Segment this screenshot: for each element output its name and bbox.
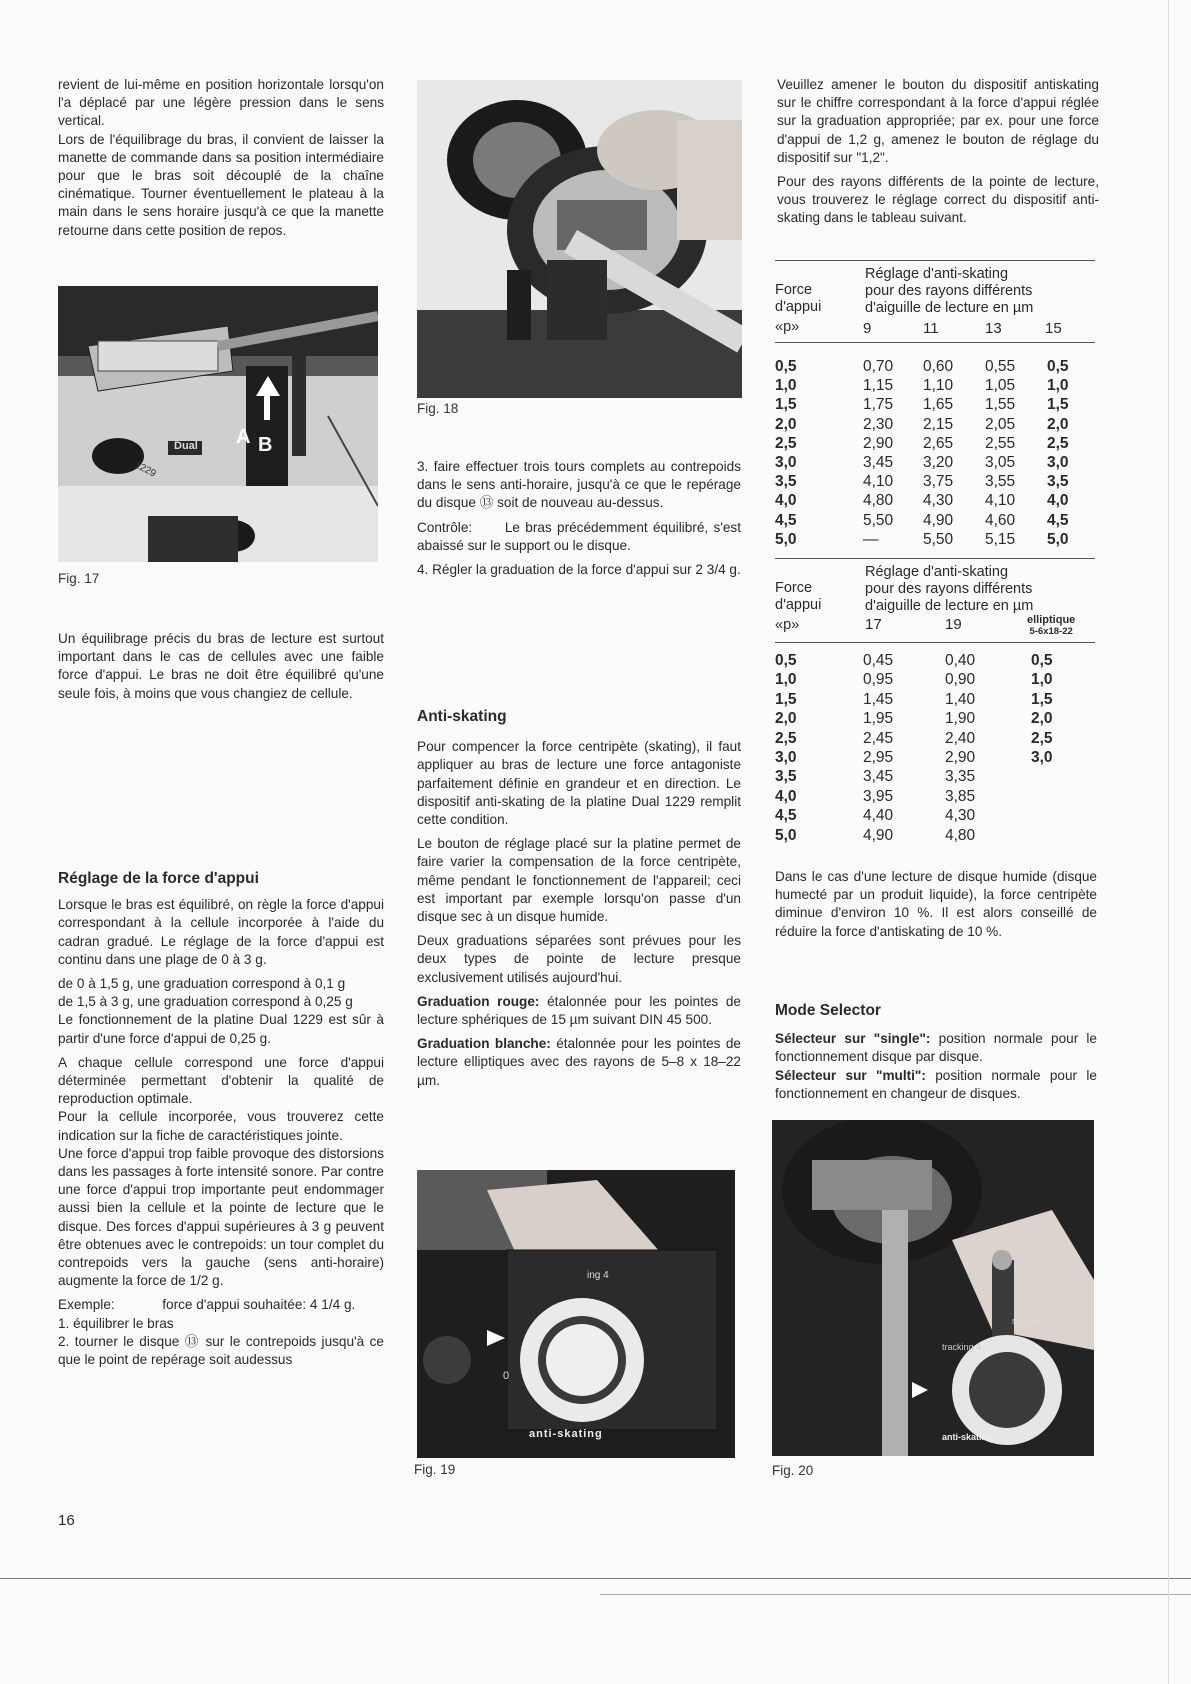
column-2-antiskating — [417, 708, 741, 1096]
table1-force-label-2: d'appui — [775, 299, 822, 315]
table1-force-label-1: Force — [775, 282, 813, 298]
col3-paragraph-1: Veuillez amener le bouton du dispositif antiskating sur le chiffre correspondant à la force d'appui réglée sur la graduation appropriée; par ex. pour une force d'appui de 1,2 g, amenez le bouton de réglage du dispositif sur "1,2". — [777, 77, 1099, 165]
table1-value-cell: 1,5 — [1047, 396, 1069, 414]
table1-value-cell: 0,55 — [985, 358, 1016, 375]
table1-value-cell: 4,30 — [923, 492, 954, 510]
antiskating-table-1 — [775, 258, 1095, 548]
table2-value-cell: 3,85 — [945, 787, 976, 805]
table1-force-label — [775, 282, 821, 336]
table1-value-cell: 1,15 — [863, 377, 894, 395]
table1-row — [775, 416, 1095, 435]
table2-value-cell: 0,95 — [863, 671, 894, 689]
table2-row — [775, 807, 1095, 826]
table1-value-cell: 0,60 — [923, 358, 954, 375]
table2-ell-label: elliptique — [1027, 614, 1076, 626]
table2-row — [775, 788, 1095, 807]
antiskating-paragraph-2: Le bouton de réglage placé sur la platine permet de faire varier la compensation de la force centripète, même pendant le fonctionnement de l'appareil; ceci est important par exemple lorsqu'on passe d'un disque sec à un disque humide. — [417, 836, 741, 925]
table1-value-cell: 2,65 — [923, 434, 954, 452]
table1-force-cell: 5,0 — [775, 530, 797, 548]
column-1 — [58, 76, 384, 246]
table2-value-cell: 4,80 — [945, 826, 976, 844]
table2-value-cell: 1,5 — [1031, 690, 1053, 708]
table1-force-cell: 3,5 — [775, 473, 797, 491]
table2-value-cell: 2,40 — [945, 729, 976, 747]
page-bottom-rule-2 — [600, 1594, 1191, 1595]
table1-value-cell: 2,15 — [923, 415, 954, 433]
balance-paragraph: Un équilibrage précis du bras de lecture est surtout important dans le cas de cellules avec une faible force d'appui. Le bras ne doit être équilibré qu'une seule fois, à moins que vous changiez de cellule. — [58, 631, 384, 701]
table1-force-cell: 1,5 — [775, 396, 797, 414]
column-1-force — [58, 870, 384, 1369]
fig20-photo — [772, 1120, 1094, 1456]
fig19-zero-label: 0 — [503, 1370, 510, 1382]
table1-value-cell: 2,05 — [985, 415, 1016, 433]
antiskating-table-2 — [775, 562, 1095, 852]
column-3-text — [775, 868, 1097, 947]
table2-value-cell: 3,0 — [1031, 749, 1053, 766]
table1-header-rule — [775, 342, 1095, 343]
force-paragraph-4: Le fonctionnement de la platine Dual 1229 est sûr à partir d'une force d'appui de 0,25 g. — [58, 1012, 384, 1046]
table2-value-cell: 0,90 — [945, 671, 976, 689]
table2-header-1: Réglage d'anti-skating — [865, 564, 1009, 580]
single-line — [775, 1030, 1097, 1066]
table1-value-cell: 1,05 — [985, 377, 1016, 395]
table2-value-cell: 4,40 — [863, 807, 894, 825]
table1-value-cell: 3,5 — [1047, 473, 1069, 491]
table1-row — [775, 396, 1095, 415]
rouge-label: Graduation rouge: — [417, 993, 540, 1009]
table2-header — [865, 564, 1033, 615]
table2-row — [775, 652, 1095, 671]
table2-value-cell: 4,30 — [945, 807, 976, 825]
table2-ell-sizes: 5-6x18-22 — [1029, 626, 1073, 637]
fig19-photo — [417, 1170, 735, 1458]
table2-value-cell: 1,45 — [863, 690, 894, 708]
table1-row — [775, 531, 1095, 550]
table1-force-cell: 2,0 — [775, 415, 797, 433]
table1-value-cell: 2,30 — [863, 415, 894, 433]
table2-row — [775, 691, 1095, 710]
column-3-mode — [775, 1002, 1097, 1103]
fig19-caption: Fig. 19 — [414, 1462, 456, 1477]
antiskating-heading: Anti-skating — [417, 708, 507, 725]
table2-force-cell: 5,0 — [775, 826, 797, 844]
table1-row — [775, 512, 1095, 531]
control-line — [417, 519, 741, 555]
table2-force-cell: 1,5 — [775, 690, 797, 708]
single-label: Sélecteur sur "single": — [775, 1031, 931, 1047]
fig17-label-a: A — [236, 426, 251, 448]
table2-value-cell: 4,90 — [863, 826, 894, 844]
table1-value-cell: 3,20 — [923, 454, 954, 471]
fig18-caption: Fig. 18 — [417, 401, 459, 416]
table1-row — [775, 454, 1095, 473]
table1-value-cell: 4,0 — [1047, 492, 1069, 510]
table1-header — [865, 266, 1033, 317]
table2-row — [775, 710, 1095, 729]
fig20-knob-label: anti-skating — [942, 1432, 993, 1442]
fig20-tracking-label: tracking 4 — [942, 1342, 982, 1352]
table2-force-label — [775, 580, 821, 634]
table1-force-cell: 4,0 — [775, 492, 797, 510]
force-paragraph-7: Une force d'appui trop faible provoque des distorsions dans les passages à forte intensité sonore. Par contre une force d'appui trop importante peut endommager aussi bien la cellule et la pointe de lecture que le disque. Des forces d'appui supérieures à 3 g peuvent être obtenues avec le contrepoids: un tour complet du contrepoids vers la gauche (sens anti-horaire) augmente la force de 1/2 g. — [58, 1145, 384, 1289]
column-3-intro — [777, 76, 1099, 234]
table1-force-cell: 1,0 — [775, 377, 797, 395]
step-1: 1. équilibrer le bras — [58, 1315, 174, 1331]
table1-force-cell: 2,5 — [775, 434, 797, 452]
example-line — [58, 1296, 384, 1314]
table1-value-cell: 5,50 — [923, 530, 954, 548]
table1-col-15: 15 — [1045, 320, 1062, 337]
control-label: Contrôle: — [417, 519, 473, 535]
single-text: position normale pour le fonctionnement disque par disque. — [775, 1031, 1097, 1065]
table2-row — [775, 671, 1095, 690]
multi-text: position normale pour le fonctionnement en changeur de disques. — [775, 1067, 1097, 1101]
table1-value-cell: 3,55 — [985, 473, 1016, 491]
table1-value-cell: 5,15 — [985, 530, 1016, 548]
force-paragraph-2: de 0 à 1,5 g, une graduation correspond à 0,1 g — [58, 976, 346, 992]
table2-force-cell: 0,5 — [775, 652, 797, 669]
table1-value-cell: 4,10 — [863, 473, 894, 491]
fig20-single-label: single — [1012, 1316, 1042, 1326]
mode-selector-heading: Mode Selector — [775, 1002, 881, 1019]
table2-force-label-2: d'appui — [775, 597, 822, 613]
table2-force-cell: 3,5 — [775, 768, 797, 786]
fig19-knob-label: anti-skating — [529, 1428, 603, 1440]
fig17-label-num: 1229 — [132, 459, 158, 480]
table1-value-cell: 3,0 — [1047, 454, 1069, 471]
table1-value-cell: 1,55 — [985, 396, 1016, 414]
table2-row — [775, 827, 1095, 846]
table2-value-cell: 1,95 — [863, 710, 894, 728]
fig17-label-brand: Dual — [174, 440, 198, 452]
antiskating-paragraph-3: Deux graduations séparées sont prévues pour les deux types de pointe de lecture presque exclusivement utilisés aujourd'hui. — [417, 933, 741, 985]
fig18-photo — [417, 80, 742, 398]
graduation-rouge — [417, 993, 741, 1029]
column-2-text — [417, 458, 741, 585]
table1-row — [775, 435, 1095, 454]
table1-row — [775, 492, 1095, 511]
graduation-blanche — [417, 1035, 741, 1090]
fig17-caption: Fig. 17 — [58, 571, 100, 586]
table1-header-2: pour des rayons différents — [865, 283, 1033, 299]
force-paragraph-5: A chaque cellule correspond une force d'appui déterminée permettant d'obtenir la qualité de reproduction optimale. — [58, 1054, 384, 1107]
step-2: 2. tourner le disque ⑬ sur le contrepoids jusqu'à ce que le point de repérage soit audessus — [58, 1333, 384, 1368]
table2-force-cell: 4,5 — [775, 807, 797, 825]
multi-label: Sélecteur sur "multi": — [775, 1067, 926, 1083]
table1-col-13: 13 — [985, 320, 1002, 337]
blanche-text: étalonnée pour les pointes de lecture elliptiques avec des rayons de 5–8 x 18–22 µm. — [417, 1036, 741, 1088]
table2-header-rule — [775, 642, 1095, 643]
col3-paragraph-3: Dans le cas d'une lecture de disque humide (disque humecté par un produit liquide), la force centripète diminue d'environ 10 %. Il est alors conseillé de réduire la force d'antiskating de 10 %. — [775, 869, 1097, 939]
fig17-photo — [58, 286, 378, 562]
table1-value-cell: 3,75 — [923, 473, 954, 491]
intro-paragraph-2: Lors de l'équilibrage du bras, il convient de laisser la manette de commande dans sa position intermédiaire pour que le bras soit découplé de la chaîne cinématique. Tourner éventuellement le plateau à la main dans le sens horaire jusqu'à ce que la manette retourne dans cette position de repos. — [58, 131, 384, 238]
force-paragraph-6: Pour la cellule incorporée, vous trouverez cette indication sur la fiche de caractéristiques jointe. — [58, 1109, 384, 1143]
table2-value-cell: 2,95 — [863, 749, 894, 766]
table2-force-cell: 2,5 — [775, 729, 797, 747]
table1-value-cell: 4,90 — [923, 511, 954, 529]
table1-top-rule — [775, 260, 1095, 261]
table2-force-cell: 3,0 — [775, 749, 797, 766]
table2-value-cell: 1,90 — [945, 710, 976, 728]
table2-value-cell: 1,40 — [945, 690, 976, 708]
table1-row — [775, 473, 1095, 492]
table2-row — [775, 730, 1095, 749]
table1-force-cell: 4,5 — [775, 511, 797, 529]
force-paragraph-3: de 1,5 à 3 g, une graduation correspond à 0,25 g — [58, 994, 353, 1010]
page-bottom-rule — [0, 1578, 1191, 1579]
table2-row — [775, 768, 1095, 787]
col3-paragraph-2: Pour des rayons différents de la pointe de lecture, vous trouverez le réglage correct du dispositif anti-skating dans le tableau suivant. — [777, 174, 1099, 226]
fig20-caption: Fig. 20 — [772, 1463, 814, 1478]
table1-header-3: d'aiguille de lecture en µm — [865, 300, 1034, 316]
table1-value-cell: 1,75 — [863, 396, 894, 414]
fig19-scale-label: ing 4 — [587, 1270, 609, 1281]
table2-col-elliptique — [1027, 614, 1075, 638]
table2-value-cell: 2,45 — [863, 729, 894, 747]
table1-value-cell: 3,05 — [985, 454, 1016, 471]
control-text: Le bras précédemment équilibré, s'est abaissé sur le support ou le disque. — [417, 519, 742, 553]
table2-value-cell: 2,5 — [1031, 729, 1053, 747]
table1-value-cell: 1,0 — [1047, 377, 1069, 395]
table2-force-cell: 2,0 — [775, 710, 797, 728]
table1-value-cell: 1,65 — [923, 396, 954, 414]
table2-value-cell: 2,90 — [945, 749, 976, 766]
table2-value-cell: 3,45 — [863, 768, 894, 786]
table2-value-cell: 2,0 — [1031, 710, 1053, 728]
table1-value-cell: 4,10 — [985, 492, 1016, 510]
table2-header-2: pour des rayons différents — [865, 581, 1033, 597]
table1-value-cell: 3,45 — [863, 454, 894, 471]
table1-value-cell: — — [863, 530, 879, 548]
step-3: 3. faire effectuer trois tours complets au contrepoids dans le sens anti-horaire, jusqu'à ce que le repérage du disque ⑬ soit de nouveau au-dessus. — [417, 459, 741, 511]
table1-value-cell: 0,5 — [1047, 358, 1069, 375]
table2-value-cell: 3,35 — [945, 768, 976, 786]
force-heading: Réglage de la force d'appui — [58, 870, 259, 887]
table1-bottom-rule — [775, 558, 1095, 559]
antiskating-paragraph-1: Pour compencer la force centripète (skating), il faut appliquer au bras de lecture une force antagoniste parfaitement définie en grandeur et en direction. Le dispositif anti-skating de la platine Dual 1229 remplit cette condition. — [417, 739, 741, 828]
example-text: force d'appui souhaitée: 4 1/4 g. — [162, 1297, 356, 1313]
counterweight-illustration — [417, 80, 742, 398]
column-1-body — [58, 630, 384, 709]
table1-value-cell: 5,50 — [863, 511, 894, 529]
page-right-edge — [1168, 0, 1169, 1684]
table1-value-cell: 1,10 — [923, 377, 954, 395]
table2-force-cell: 4,0 — [775, 787, 797, 805]
table1-force-cell: 3,0 — [775, 454, 797, 471]
table2-force-label-1: Force — [775, 580, 813, 596]
table1-header-1: Réglage d'anti-skating — [865, 266, 1009, 282]
table2-value-cell: 0,40 — [945, 652, 976, 669]
table1-force-label-3: «p» — [775, 319, 800, 335]
table1-value-cell: 4,80 — [863, 492, 894, 510]
table1-value-cell: 2,0 — [1047, 415, 1069, 433]
example-label: Exemple: — [58, 1297, 115, 1313]
table1-value-cell: 5,0 — [1047, 530, 1069, 548]
blanche-label: Graduation blanche: — [417, 1036, 551, 1052]
page-number: 16 — [58, 1512, 75, 1529]
table1-col-11: 11 — [923, 320, 939, 337]
table2-value-cell: 0,45 — [863, 652, 894, 669]
table1-value-cell: 2,90 — [863, 434, 894, 452]
table1-col-9: 9 — [863, 320, 872, 337]
table2-header-3: d'aiguille de lecture en µm — [865, 598, 1034, 614]
table1-value-cell: 4,5 — [1047, 511, 1069, 529]
rouge-text: étalonnée pour les pointes de lecture sphériques de 15 µm suivant DIN 45 500. — [417, 993, 741, 1028]
table1-value-cell: 2,5 — [1047, 434, 1069, 452]
table2-value-cell: 1,0 — [1031, 671, 1053, 689]
table2-col-17: 17 — [865, 616, 882, 633]
table2-row — [775, 749, 1095, 768]
table2-force-cell: 1,0 — [775, 671, 797, 689]
table2-force-label-3: «p» — [775, 617, 800, 633]
multi-line — [775, 1067, 1097, 1103]
force-paragraph-1: Lorsque le bras est équilibré, on règle la force d'appui correspondant à la cellule incorporée à l'aide du cadran gradué. Le réglage de la force d'appui est continu dans une plage de 0 à 3 g. — [58, 897, 384, 967]
table1-row — [775, 377, 1095, 396]
table1-force-cell: 0,5 — [775, 358, 797, 375]
table1-row — [775, 358, 1095, 377]
step-4: 4. Régler la graduation de la force d'appui sur 2 3/4 g. — [417, 562, 741, 578]
mode-selector-illustration — [772, 1120, 1094, 1456]
antiskating-knob-illustration — [417, 1170, 735, 1458]
table2-value-cell: 3,95 — [863, 787, 894, 805]
intro-paragraph-1: revient de lui-même en position horizontale lorsqu'on l'a déplacé par une légère pression dans le sens vertical. — [58, 77, 384, 129]
tonearm-lift-illustration — [58, 286, 378, 562]
table1-value-cell: 4,60 — [985, 511, 1016, 529]
table2-value-cell: 0,5 — [1031, 652, 1053, 669]
table2-col-19: 19 — [945, 616, 962, 633]
table1-value-cell: 2,55 — [985, 434, 1016, 452]
table1-value-cell: 0,70 — [863, 358, 894, 375]
fig17-label-b: B — [258, 434, 273, 456]
